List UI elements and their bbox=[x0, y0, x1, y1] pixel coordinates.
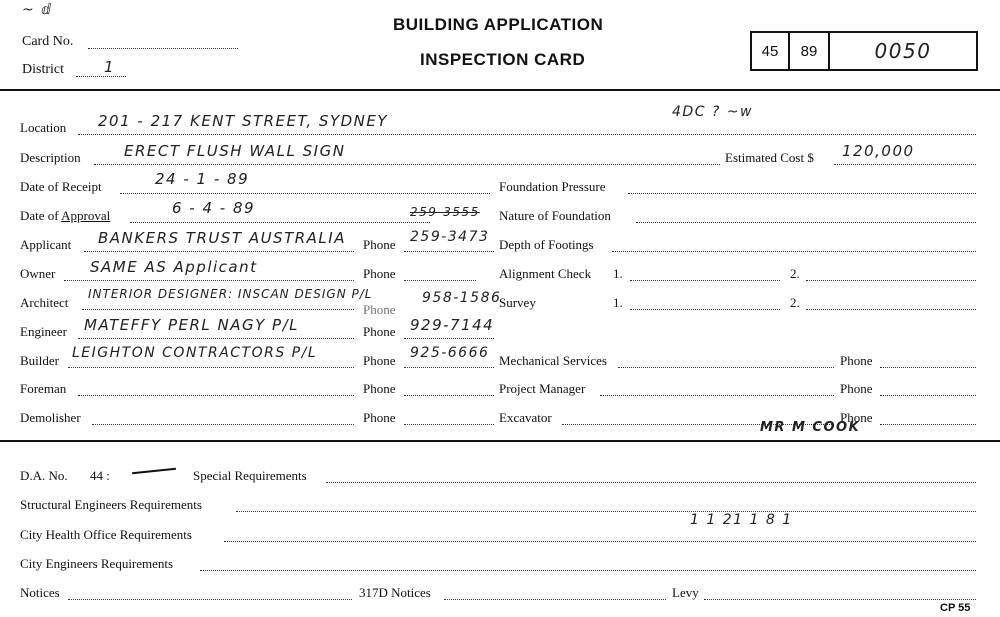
structural-label: Structural Engineers Requirements bbox=[20, 497, 202, 512]
engineer-phone-line bbox=[404, 338, 494, 339]
contact-name: MR M COOK bbox=[760, 420, 861, 435]
district-label: District bbox=[22, 62, 64, 77]
foreman-phone-line bbox=[404, 395, 494, 396]
receipt-label: Date of Receipt bbox=[20, 179, 102, 194]
health-scrawl: 1 1 21 1 8 1 bbox=[690, 512, 793, 528]
da-value: 44 : bbox=[90, 468, 110, 483]
levy-label: Levy bbox=[672, 585, 699, 600]
top-right-scrawl: 4DC ? ~w bbox=[672, 104, 753, 120]
form-title-line2: INSPECTION CARD bbox=[420, 50, 586, 69]
architect-value: INTERIOR DESIGNER: INSCAN DESIGN P/L bbox=[88, 287, 373, 301]
excavator-label: Excavator bbox=[499, 410, 552, 425]
header-rule bbox=[0, 89, 1000, 91]
depth-footings-label: Depth of Footings bbox=[499, 237, 594, 252]
mechanical-line bbox=[618, 367, 834, 368]
survey-check-2: 2. bbox=[790, 295, 800, 310]
owner-phone-line bbox=[404, 280, 476, 281]
engineer-value: MATEFFY PERL NAGY P/L bbox=[84, 316, 300, 334]
district-line bbox=[76, 76, 126, 77]
notices-label: Notices bbox=[20, 585, 60, 600]
description-line bbox=[94, 164, 720, 165]
owner-phone-label: Phone bbox=[363, 266, 396, 281]
notices-317d-line bbox=[444, 599, 666, 600]
builder-line bbox=[68, 367, 354, 368]
form-title-line1: BUILDING APPLICATION bbox=[393, 15, 604, 34]
mechanical-label: Mechanical Services bbox=[499, 353, 607, 368]
demolisher-phone-label: Phone bbox=[363, 410, 396, 425]
survey-check-1: 1. bbox=[613, 295, 623, 310]
card-box-number-value: 0050 bbox=[874, 39, 932, 63]
alignment-check-1-line bbox=[630, 280, 780, 281]
receipt-line bbox=[120, 193, 490, 194]
da-dash-mark bbox=[132, 468, 176, 475]
structural-line bbox=[236, 511, 976, 512]
engineer-phone-label: Phone bbox=[363, 324, 396, 339]
estimated-cost-line bbox=[834, 164, 976, 165]
special-line bbox=[326, 482, 976, 483]
special-label: Special Requirements bbox=[193, 468, 307, 483]
survey-check-1-line bbox=[630, 309, 780, 310]
project-manager-line bbox=[600, 395, 834, 396]
owner-label: Owner bbox=[20, 266, 56, 281]
builder-phone-label: Phone bbox=[363, 353, 396, 368]
alignment-label: Alignment Check bbox=[499, 266, 592, 281]
excavator-phone-line bbox=[880, 424, 976, 425]
project-manager-phone-label: Phone bbox=[840, 381, 873, 396]
architect-label: Architect bbox=[20, 295, 69, 310]
location-value: 201 - 217 KENT STREET, SYDNEY bbox=[98, 112, 389, 130]
approval-line bbox=[130, 222, 430, 223]
description-value: ERECT FLUSH WALL SIGN bbox=[124, 142, 346, 160]
description-label: Description bbox=[20, 150, 81, 165]
builder-phone-line bbox=[404, 367, 494, 368]
card-box-89 bbox=[788, 31, 830, 71]
applicant-value: BANKERS TRUST AUSTRALIA bbox=[98, 229, 346, 247]
builder-value: LEIGHTON CONTRACTORS P/L bbox=[72, 345, 318, 361]
mechanical-phone-line bbox=[880, 367, 976, 368]
excavator-phone-label: Phone bbox=[840, 410, 873, 425]
card-box-number bbox=[828, 31, 978, 71]
approval-label bbox=[20, 208, 110, 224]
architect-phone: 958-1586 bbox=[422, 290, 502, 306]
card-no-line bbox=[88, 48, 238, 49]
approval-value: 6 - 4 - 89 bbox=[172, 199, 256, 217]
district-value: 1 bbox=[104, 58, 116, 76]
foundation-pressure-line bbox=[628, 193, 976, 194]
project-manager-phone-line bbox=[880, 395, 976, 396]
approval-label-word: Approval bbox=[61, 208, 111, 223]
card-box-45-value: 45 bbox=[761, 42, 779, 60]
health-line bbox=[224, 541, 976, 542]
alignment-check-2: 2. bbox=[790, 266, 800, 281]
notices-317d-label: 317D Notices bbox=[359, 585, 431, 600]
demolisher-label: Demolisher bbox=[20, 410, 81, 425]
applicant-line bbox=[84, 251, 354, 252]
card-box-45 bbox=[750, 31, 790, 71]
owner-line bbox=[64, 280, 354, 281]
builder-label: Builder bbox=[20, 353, 59, 368]
nature-foundation-line bbox=[636, 222, 976, 223]
applicant-phone: 259-3473 bbox=[410, 229, 490, 245]
demolisher-line bbox=[92, 424, 354, 425]
form-code: CP 55 bbox=[940, 602, 971, 614]
middle-rule bbox=[0, 440, 1000, 442]
phone-overwrite: 259-3555 bbox=[410, 205, 480, 219]
depth-footings-line bbox=[612, 251, 976, 252]
location-label: Location bbox=[20, 120, 67, 135]
notices-line bbox=[68, 599, 352, 600]
da-label: D.A. No. bbox=[20, 468, 68, 483]
survey-label: Survey bbox=[499, 295, 536, 310]
foreman-line bbox=[78, 395, 354, 396]
demolisher-phone-line bbox=[404, 424, 494, 425]
foreman-phone-label: Phone bbox=[363, 381, 396, 396]
estimated-cost-value: 120,000 bbox=[842, 142, 915, 160]
mechanical-phone-label: Phone bbox=[840, 353, 873, 368]
levy-line bbox=[704, 599, 976, 600]
foundation-pressure-label: Foundation Pressure bbox=[499, 179, 606, 194]
owner-value: SAME AS Applicant bbox=[90, 258, 258, 276]
survey-check-2-line bbox=[806, 309, 976, 310]
health-label: City Health Office Requirements bbox=[20, 527, 192, 542]
card-box-89-value: 89 bbox=[800, 42, 818, 60]
foreman-label: Foreman bbox=[20, 381, 67, 396]
builder-phone: 925-6666 bbox=[410, 345, 490, 361]
engineer-phone: 929-7144 bbox=[410, 316, 495, 334]
engineer-line bbox=[78, 338, 354, 339]
architect-phone-label: Phone bbox=[363, 302, 396, 317]
applicant-label: Applicant bbox=[20, 237, 72, 252]
approval-label-prefix: Date of bbox=[20, 208, 62, 223]
location-line bbox=[78, 134, 976, 135]
engineer-label: Engineer bbox=[20, 324, 67, 339]
alignment-check-2-line bbox=[806, 280, 976, 281]
estimated-cost-label: Estimated Cost $ bbox=[725, 150, 814, 165]
project-manager-label: Project Manager bbox=[499, 381, 586, 396]
city-eng-line bbox=[200, 570, 976, 571]
card-no-label: Card No. bbox=[22, 34, 74, 49]
city-eng-label: City Engineers Requirements bbox=[20, 556, 174, 571]
alignment-check-1: 1. bbox=[613, 266, 623, 281]
header-scribble: ~ ⅆ bbox=[22, 2, 53, 18]
nature-foundation-label: Nature of Foundation bbox=[499, 208, 611, 223]
applicant-phone-line bbox=[404, 251, 494, 252]
architect-line bbox=[82, 309, 354, 310]
receipt-value: 24 - 1 - 89 bbox=[155, 170, 250, 188]
applicant-phone-label: Phone bbox=[363, 237, 396, 252]
